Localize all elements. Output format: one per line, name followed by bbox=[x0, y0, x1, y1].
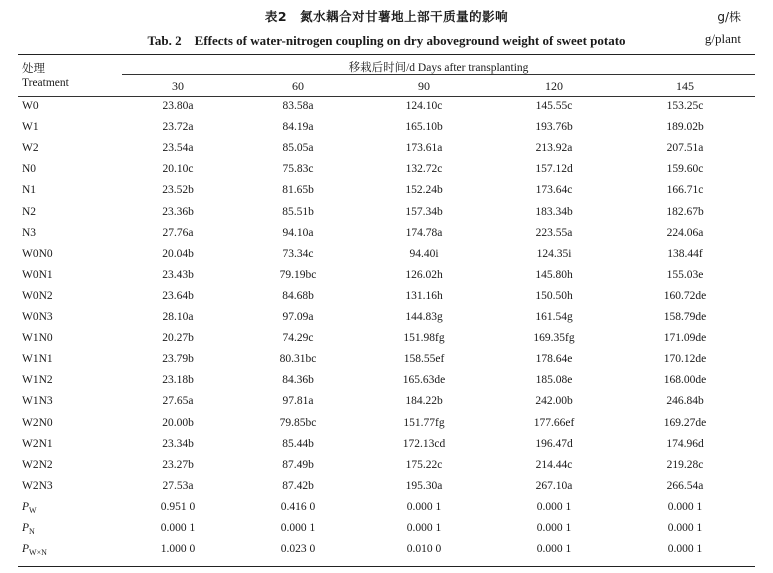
table-cell: 126.02h bbox=[405, 268, 443, 281]
table-cell: 27.53a bbox=[162, 479, 194, 492]
table-cell: 85.05a bbox=[282, 142, 314, 155]
table-cell: 0.000 1 bbox=[536, 522, 572, 534]
row-label bbox=[22, 501, 37, 515]
row-label: W2N2 bbox=[22, 458, 53, 471]
table-cell: 195.30a bbox=[405, 479, 443, 492]
table-cell: 85.51b bbox=[282, 205, 314, 218]
table-cell: 0.000 1 bbox=[667, 522, 703, 534]
table-cell: 23.43b bbox=[162, 268, 194, 281]
row-label bbox=[22, 522, 35, 536]
table-cell: 27.76a bbox=[162, 226, 194, 239]
table-cell: 94.40i bbox=[409, 247, 439, 260]
table-cell: 23.54a bbox=[162, 142, 194, 155]
bottom-rule bbox=[18, 566, 755, 567]
table-cell: 173.61a bbox=[405, 142, 443, 155]
table-row bbox=[0, 287, 773, 308]
table-cell: 161.54g bbox=[535, 311, 573, 323]
row-label: N0 bbox=[22, 163, 37, 176]
table-cell: 79.19bc bbox=[279, 268, 317, 281]
column-header-day: 90 bbox=[418, 79, 430, 93]
table-cell: 84.19a bbox=[282, 121, 314, 134]
table-cell: 0.000 1 bbox=[406, 522, 442, 534]
table-cell: 87.49b bbox=[282, 458, 314, 471]
table-cell: 23.79b bbox=[162, 353, 194, 366]
row-label: W0N0 bbox=[22, 247, 53, 260]
table-row bbox=[0, 456, 773, 477]
table-cell: 81.65b bbox=[282, 184, 314, 197]
header-days-span bbox=[122, 59, 755, 75]
table-cell: 185.08e bbox=[535, 374, 573, 387]
header-days-span-cn: 移栽后时间 bbox=[348, 60, 407, 74]
table-cell: 20.10c bbox=[162, 163, 194, 176]
table-cell: 97.81a bbox=[282, 395, 314, 408]
table-cell: 170.12de bbox=[663, 353, 707, 366]
table-cell: 124.35i bbox=[536, 247, 572, 260]
table-cell: 73.34c bbox=[282, 247, 314, 260]
table-cell: 152.24b bbox=[405, 184, 443, 197]
table-cell: 173.64c bbox=[535, 184, 573, 197]
table-cell: 223.55a bbox=[535, 226, 573, 239]
table-cell: 184.22b bbox=[405, 395, 443, 408]
table-row bbox=[0, 371, 773, 392]
table-cell: 84.68b bbox=[282, 289, 314, 302]
row-label: W0N3 bbox=[22, 311, 53, 323]
table-cell: 87.42b bbox=[282, 479, 314, 492]
table-cell: 79.85bc bbox=[279, 416, 317, 429]
table-cell: 177.66ef bbox=[533, 416, 575, 429]
table-cell: 20.27b bbox=[162, 332, 194, 345]
table-cell: 151.98fg bbox=[403, 332, 445, 345]
table-cell: 94.10a bbox=[282, 226, 314, 239]
row-label: W2N0 bbox=[22, 416, 53, 429]
row-label: W0N2 bbox=[22, 289, 53, 302]
column-header-day: 120 bbox=[545, 79, 563, 93]
table-title-en: Tab. 2 Effects of water-nitrogen coupling on dry aboveground weight of sweet potato bbox=[147, 33, 626, 48]
table-cell: 183.34b bbox=[535, 205, 573, 218]
table-cell: 242.00b bbox=[535, 395, 573, 408]
table-cell: 23.72a bbox=[162, 121, 194, 134]
table-cell: 165.63de bbox=[402, 374, 446, 387]
table-cell: 169.27de bbox=[663, 416, 707, 429]
table-cell: 138.44f bbox=[667, 247, 703, 260]
table-cell: 0.000 1 bbox=[280, 522, 316, 534]
row-label: N2 bbox=[22, 205, 37, 218]
row-label: W1N3 bbox=[22, 395, 53, 408]
table-cell: 144.83g bbox=[405, 311, 443, 323]
table-row bbox=[0, 392, 773, 413]
table-cell: 28.10a bbox=[162, 311, 194, 323]
table-row bbox=[0, 245, 773, 266]
table-cell: 75.83c bbox=[282, 163, 314, 176]
table-cell: 193.76b bbox=[535, 121, 573, 134]
table-cell: 155.03e bbox=[666, 268, 704, 281]
table-cell: 85.44b bbox=[282, 437, 314, 450]
table-cell: 159.60c bbox=[666, 163, 704, 176]
table-cell: 23.80a bbox=[162, 100, 194, 112]
column-header-day: 30 bbox=[172, 79, 184, 93]
table-cell: 0.000 1 bbox=[536, 543, 572, 556]
table-cell: 145.80h bbox=[535, 268, 573, 281]
table-cell: 153.25c bbox=[666, 100, 704, 112]
table-cell: 219.28c bbox=[666, 458, 704, 471]
table-cell: 157.34b bbox=[405, 205, 443, 218]
table-row bbox=[0, 308, 773, 329]
table-cell: 23.34b bbox=[162, 437, 194, 450]
table-cell: 266.54a bbox=[666, 479, 704, 492]
row-label bbox=[22, 543, 47, 557]
row-label: W2N3 bbox=[22, 479, 53, 492]
table-cell: 182.67b bbox=[666, 205, 704, 218]
table-cell: 174.96d bbox=[666, 437, 704, 450]
table-cell: 131.16h bbox=[405, 289, 443, 302]
p-value-row bbox=[0, 519, 773, 540]
table-cell: 175.22c bbox=[405, 458, 443, 471]
table-cell: 150.50h bbox=[535, 289, 573, 302]
table-row bbox=[0, 160, 773, 181]
column-header-day: 60 bbox=[292, 79, 304, 93]
row-label: N3 bbox=[22, 226, 37, 239]
table-cell: 20.04b bbox=[162, 247, 194, 260]
table-cell: 213.92a bbox=[535, 142, 573, 155]
table-cell: 23.27b bbox=[162, 458, 194, 471]
unit-label-cn: g/株 bbox=[717, 10, 741, 24]
table-cell: 0.951 0 bbox=[160, 500, 196, 513]
table-cell: 207.51a bbox=[666, 142, 704, 155]
table-title-cn: 表2 氮水耦合对甘薯地上部干质量的影响 bbox=[264, 9, 509, 24]
header-days-span-en: /d Days after transplanting bbox=[406, 62, 529, 74]
table-cell: 157.12d bbox=[535, 163, 573, 176]
p-symbol: P bbox=[22, 522, 30, 534]
table-row bbox=[0, 181, 773, 202]
p-subscript: W bbox=[29, 505, 37, 515]
table-cell: 214.44c bbox=[535, 458, 573, 471]
table-cell: 0.416 0 bbox=[280, 500, 316, 513]
row-label: W2N1 bbox=[22, 437, 53, 450]
table-cell: 0.023 0 bbox=[280, 543, 316, 556]
unit-label-en: g/plant bbox=[704, 31, 741, 46]
table-cell: 267.10a bbox=[535, 479, 573, 492]
row-label: W2 bbox=[22, 142, 39, 155]
table-row bbox=[0, 224, 773, 245]
table-cell: 23.64b bbox=[162, 289, 194, 302]
table-row bbox=[0, 118, 773, 139]
table-cell: 0.000 1 bbox=[667, 500, 703, 513]
table-cell: 97.09a bbox=[282, 311, 314, 323]
table-cell: 84.36b bbox=[282, 374, 314, 387]
row-label: W1N1 bbox=[22, 353, 53, 366]
table-cell: 246.84b bbox=[666, 395, 704, 408]
table-cell: 124.10c bbox=[405, 100, 443, 112]
p-symbol: P bbox=[22, 543, 30, 556]
table-row bbox=[0, 414, 773, 435]
row-label: W1N2 bbox=[22, 374, 53, 387]
table-row bbox=[0, 266, 773, 287]
row-label: W0N1 bbox=[22, 268, 53, 281]
table-cell: 158.79de bbox=[663, 311, 707, 323]
table-row bbox=[0, 350, 773, 371]
table-cell: 151.77fg bbox=[403, 416, 445, 429]
table-cell: 132.72c bbox=[405, 163, 443, 176]
p-subscript: W×N bbox=[29, 548, 47, 558]
table-cell: 178.64e bbox=[535, 353, 573, 366]
table-cell: 166.71c bbox=[666, 184, 704, 197]
table-cell: 0.000 1 bbox=[667, 543, 703, 556]
row-label: W0 bbox=[22, 100, 39, 112]
table-cell: 196.47d bbox=[535, 437, 573, 450]
table-row bbox=[0, 477, 773, 498]
table-cell: 0.010 0 bbox=[406, 543, 442, 556]
table-cell: 160.72de bbox=[663, 289, 707, 302]
p-subscript: N bbox=[29, 527, 35, 536]
table-cell: 23.36b bbox=[162, 205, 194, 218]
table-row bbox=[0, 329, 773, 350]
table-cell: 224.06a bbox=[666, 226, 704, 239]
table-cell: 23.18b bbox=[162, 374, 194, 387]
table-cell: 0.000 1 bbox=[536, 500, 572, 513]
table-cell: 23.52b bbox=[162, 184, 194, 197]
row-label: N1 bbox=[22, 184, 37, 197]
table-cell: 0.000 1 bbox=[160, 522, 196, 534]
top-rule bbox=[18, 54, 755, 55]
row-label: W1N0 bbox=[22, 332, 53, 345]
table-cell: 165.10b bbox=[405, 121, 443, 134]
table-cell: 20.00b bbox=[162, 416, 194, 429]
table-row bbox=[0, 435, 773, 456]
table-row bbox=[0, 203, 773, 224]
p-value-row bbox=[0, 498, 773, 519]
table-cell: 83.58a bbox=[282, 100, 314, 112]
table-cell: 27.65a bbox=[162, 395, 194, 408]
p-value-row bbox=[0, 540, 773, 561]
column-header-day: 145 bbox=[676, 79, 694, 93]
table-cell: 74.29c bbox=[282, 332, 314, 345]
table-cell: 0.000 1 bbox=[406, 500, 442, 513]
row-label: W1 bbox=[22, 121, 39, 134]
table-cell: 189.02b bbox=[666, 121, 704, 134]
header-treatment-cn: 处理 bbox=[22, 61, 45, 75]
p-symbol: P bbox=[22, 500, 30, 513]
table-cell: 168.00de bbox=[663, 374, 707, 387]
table-cell: 172.13cd bbox=[402, 437, 446, 450]
table-cell: 1.000 0 bbox=[160, 543, 196, 556]
table-cell: 171.09de bbox=[663, 332, 707, 345]
table-row bbox=[0, 97, 773, 118]
table-cell: 174.78a bbox=[405, 226, 443, 239]
table-cell: 145.55c bbox=[535, 100, 573, 112]
table-cell: 169.35fg bbox=[533, 332, 575, 345]
table-cell: 158.55ef bbox=[403, 353, 445, 366]
table-row bbox=[0, 139, 773, 160]
header-treatment-en: Treatment bbox=[22, 77, 69, 89]
table-cell: 80.31bc bbox=[279, 353, 317, 366]
